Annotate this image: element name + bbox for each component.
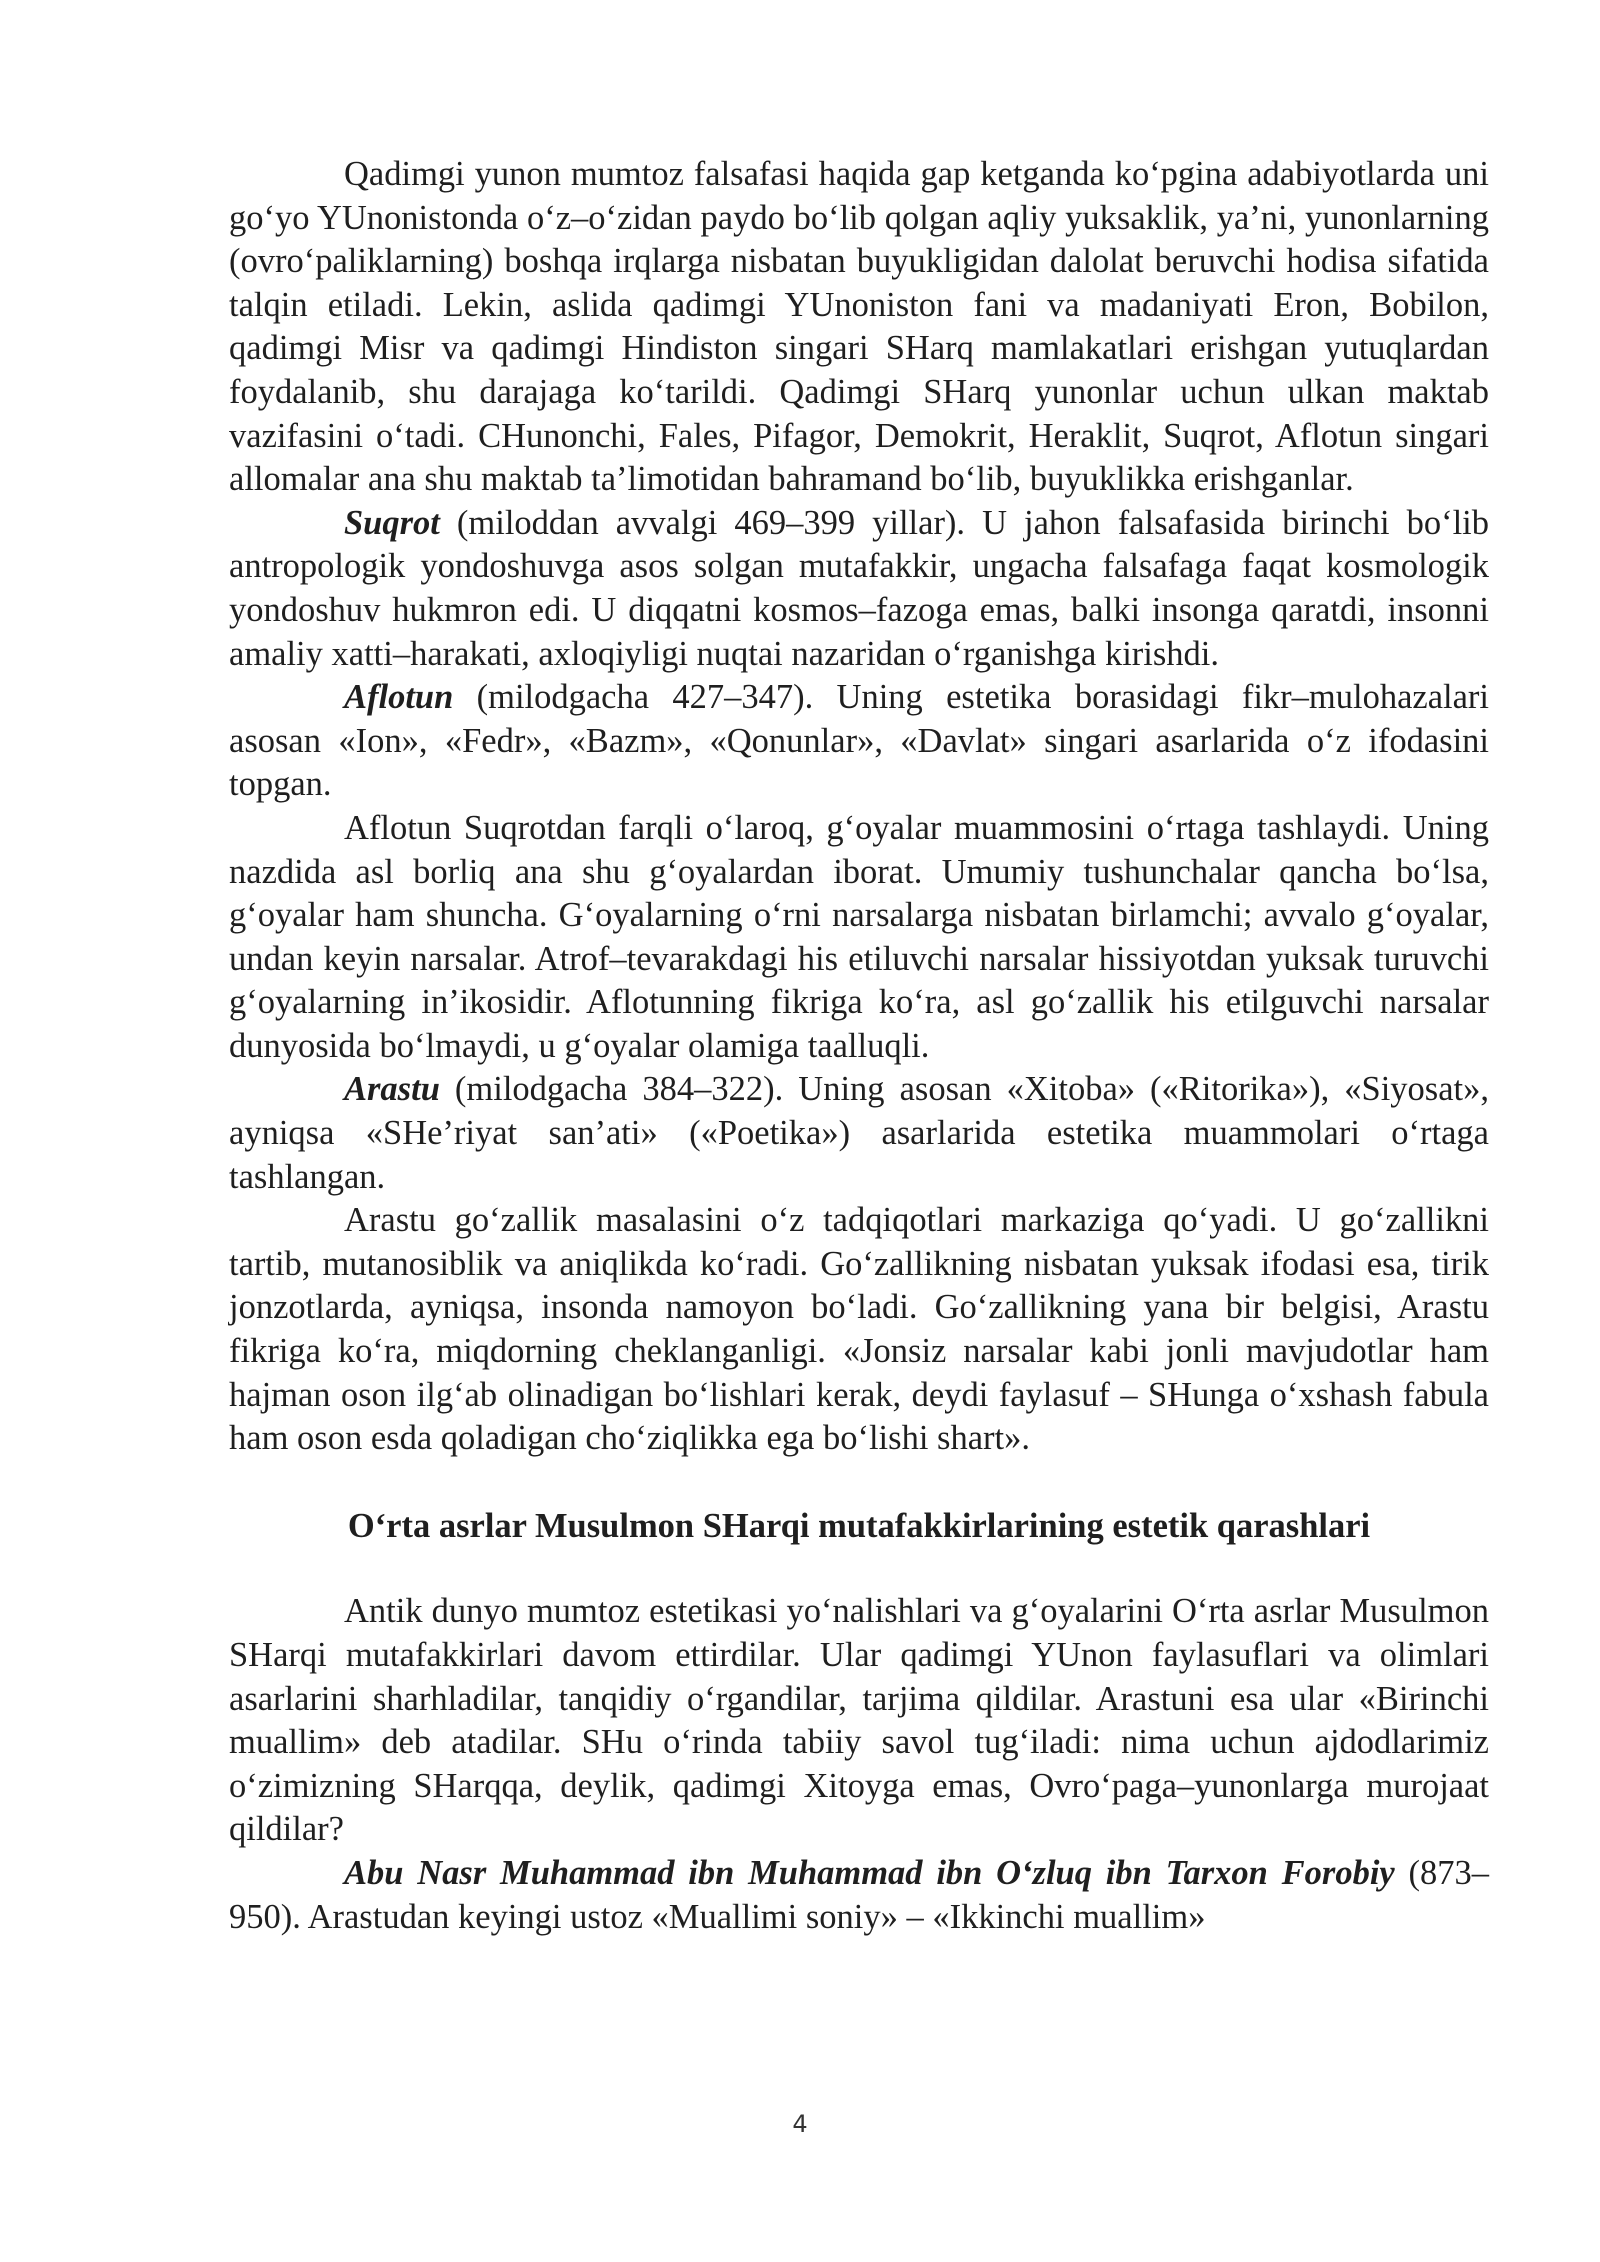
paragraph-lead: Abu Nasr Muhammad ibn Muhammad ibn O‘zluq ibn Tarxon Forobiy — [344, 1853, 1395, 1892]
paragraph-antik — [229, 1590, 1489, 1852]
paragraph-text: Qadimgi yunon mumtoz falsafasi haqida gap ketganda ko‘pgina adabiyotlarda uni go‘yo YUnonistonda o‘z–o‘zidan paydo bo‘lib qolgan aqliy yuksaklik, ya’ni, yunonlarning (ovro‘paliklarning) boshqa irqlarga nisbatan buyukligidan dalolat beruvchi hodisa sifatida talqin etiladi. Lekin, aslida qadimgi YUnoniston fani va madaniyati Eron, Bobilon, qadimgi Misr va qadimgi Hindiston singari SHarq mamlakatlari erishgan yutuqlardan foydalanib, shu darajaga ko‘tarildi. Qadimgi SHarq yunonlar uchun ulkan maktab vazifasini o‘tadi. CHunonchi, Fales, Pifagor, Demokrit, Heraklit, Suqrot, Aflotun singari allomalar ana shu maktab ta’limotidan bahramand bo‘lib, buyuklikka erishganlar. — [229, 155, 1489, 499]
paragraph-forobiy — [229, 1852, 1489, 1939]
paragraph-lead: Aflotun — [344, 678, 454, 717]
paragraph-text: (milodgacha 384–322). Uning asosan «Xitoba» («Ritorika»), «Siyosat», ayniqsa «SHe’riyat san’ati» («Poetika») asarlarida estetika muammolari o‘rtaga tashlangan. — [229, 1070, 1489, 1196]
document-page — [229, 153, 1489, 1939]
paragraph-text: (milodgacha 427–347). Uning estetika borasidagi fikr–mulohazalari asosan «Ion», «Fedr», «Bazm», «Qonunlar», «Davlat» singari asarlarida o‘z ifodasini topgan. — [229, 678, 1489, 804]
paragraph-text: (873–950). Arastudan keyingi ustoz «Muallimi soniy» – «Ikkinchi muallim» — [229, 1853, 1489, 1936]
paragraph-text: (miloddan avvalgi 469–399 yillar). U jahon falsafasida birinchi bo‘lib antropologik yondoshuvga asos solgan mutafakkir, ungacha falsafaga faqat kosmologik yondoshuv hukmron edi. U diqqatni kosmos–fazoga emas, balki insonga qaratdi, insonni amaliy xatti–harakati, axloqiyligi nuqtai nazaridan o‘rganishga kirishdi. — [229, 503, 1489, 673]
page-number: 4 — [792, 2110, 808, 2138]
paragraph-arastu — [229, 1068, 1489, 1199]
paragraph-lead: Suqrot — [344, 503, 440, 542]
paragraph-text: Aflotun Suqrotdan farqli o‘laroq, g‘oyalar muammosini o‘rtaga tashlaydi. Uning nazdida asl borliq ana shu g‘oyalardan iborat. Umumiy tushunchalar qancha bo‘lsa, g‘oyalar ham shuncha. G‘oyalarning o‘rni narsalarga nisbatan birlamchi; avvalo g‘oyalar, undan keyin narsalar. Atrof–tevarakdagi his etiluvchi narsalar hissiyotdan yuksak turuvchi g‘oyalarning in’ikosidir. Aflotunning fikriga ko‘ra, asl go‘zallik his etilguvchi narsalar dunyosida bo‘lmaydi, u g‘oyalar olamiga taalluqli. — [229, 808, 1489, 1065]
paragraph-arastu-beauty — [229, 1199, 1489, 1461]
paragraph-text: Antik dunyo mumtoz estetikasi yo‘nalishlari va g‘oyalarini O‘rta asrlar Musulmon SHarqi mutafakkirlari davom ettirdilar. Ular qadimgi YUnon faylasuflari va olimlari asarlarini sharhladilar, tanqidiy o‘rgandilar, tarjima qildilar. Arastuni esa ular «Birinchi muallim» deb atadilar. SHu o‘rinda tabiiy savol tug‘iladi: nima uchun ajdodlarimiz o‘zimizning SHarqqa, deylik, qadimgi Xitoyga emas, Ovro‘paga–yunonlarga murojaat qildilar? — [229, 1592, 1489, 1849]
paragraph-text: Arastu go‘zallik masalasini o‘z tadqiqotlari markaziga qo‘yadi. U go‘zallikni tartib, mutanosiblik va aniqlikda ko‘radi. Go‘zallikning nisbatan yuksak ifodasi esa, tirik jonzotlarda, ayniqsa, insonda namoyon bo‘ladi. Go‘zallikning yana bir belgisi, Arastu fikriga ko‘ra, miqdorning cheklanganligi. «Jonsiz narsalar kabi jonli mavjudotlar ham hajman oson ilg‘ab olinadigan bo‘lishlari kerak, deydi faylasuf – SHunga o‘xshash fabula ham oson esda qoladigan cho‘ziqlikka ega bo‘lishi shart». — [229, 1201, 1489, 1458]
paragraph-aflotun-ideas — [229, 807, 1489, 1069]
paragraph-aflotun — [229, 676, 1489, 807]
paragraph-suqrot — [229, 502, 1489, 676]
paragraph-intro — [229, 153, 1489, 502]
paragraph-lead: Arastu — [344, 1070, 440, 1109]
section-heading: O‘rta asrlar Musulmon SHarqi mutafakkirlarining estetik qarashlari — [347, 1506, 1371, 1545]
